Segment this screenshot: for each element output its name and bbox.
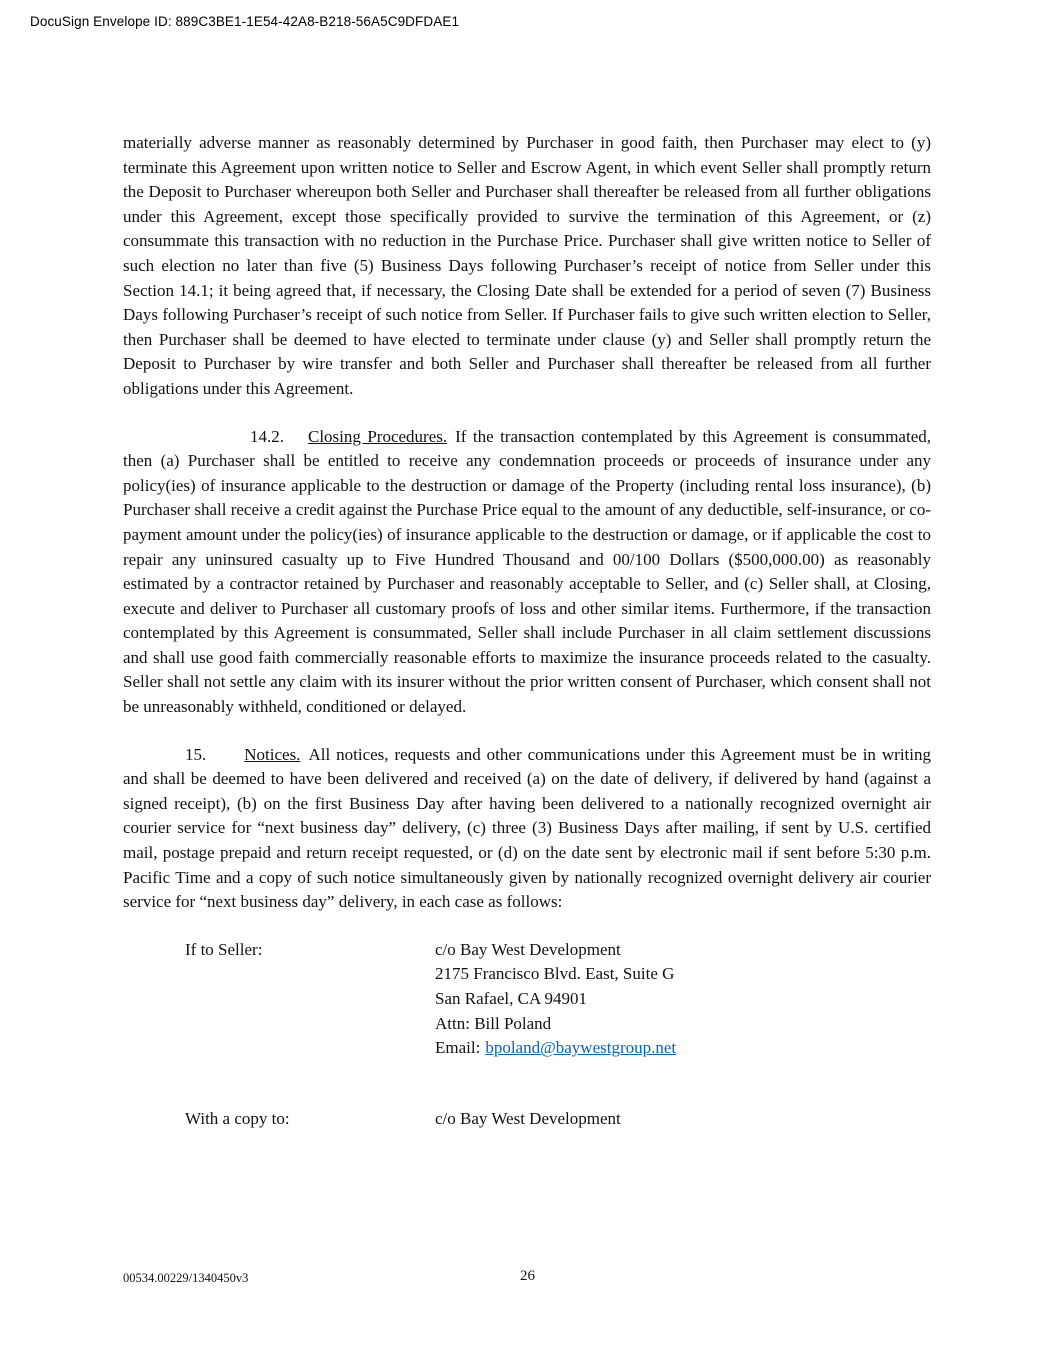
notice-seller (123, 938, 931, 1061)
notice-copy-to (123, 1107, 931, 1132)
address-line: c/o Bay West Development (435, 1108, 621, 1128)
notice-addresses (123, 938, 931, 1132)
section-15 (123, 743, 931, 915)
footer-doc-number: 00534.00229/1340450v3 (123, 1271, 249, 1285)
email-link[interactable]: bpoland@baywestgroup.net (485, 1038, 677, 1058)
notice-copy-to-label: With a copy to: (185, 1108, 290, 1128)
section-14-2-text: If the transaction contemplated by this Agreement is consummated, then (a) Purchaser shall be entitled to receive any condemnation proceeds or proceeds of insurance under any policy(ies) of insurance applicable to the destruction or damage of the Property (including rental loss insurance), (b) Purchaser shall receive a credit against the Purchase Price equal to the amount of any deductible, self-insurance, or co-payment amount under the policy(ies) of insurance applicable to the destruction or damage, or if applicable the cost to repair any uninsured casualty up to Five Hundred Thousand and 00/100 Dollars ($500,000.00) as reasonably estimated by a contractor retained by Purchaser and reasonably acceptable to Seller, and (c) Seller shall, at Closing, execute and deliver to Purchaser all customary proofs of loss and other similar items. Furthermore, if the transaction contemplated by this Agreement is consummated, Seller shall include Purchaser in all claim settlement discussions and shall use good faith commercially reasonable efforts to maximize the insurance proceeds related to the casualty. Seller shall not settle any claim with its insurer without the prior written consent of Purchaser, which consent shall not be unreasonably withheld, conditioned or delayed. (123, 426, 931, 717)
footer-page-number: 26 (520, 1268, 535, 1284)
section-15-number: 15. (185, 744, 207, 764)
address-email-line (435, 1036, 931, 1061)
notice-seller-label: If to Seller: (185, 939, 263, 959)
address-line: San Rafael, CA 94901 (435, 989, 588, 1008)
address-line: 2175 Francisco Blvd. East, Suite G (435, 964, 675, 984)
section-14-2-title: Closing Procedures. (308, 426, 448, 446)
docusign-envelope-id: DocuSign Envelope ID: 889C3BE1-1E54-42A8-B218-56A5C9DFDAE1 (30, 14, 460, 29)
section-14-2 (123, 425, 931, 720)
notice-copy-to-address (435, 1107, 931, 1132)
address-line: c/o Bay West Development (435, 939, 621, 959)
section-15-text: All notices, requests and other communications under this Agreement must be in writing and shall be deemed to have been delivered and received (a) on the date of delivery, if delivered by hand (against a signed receipt), (b) on the first Business Day after having been delivered to a nationally recognized overnight air courier service for “next business day” delivery, (c) three (3) Business Days after mailing, if sent by U.S. certified mail, postage prepaid and return receipt requested, or (d) on the date sent by electronic mail if sent before 5:30 p.m. Pacific Time and a copy of such notice simultaneously given by nationally recognized overnight delivery air courier service for “next business day” delivery, in each case as follows: (123, 744, 931, 912)
section-15-title: Notices. (244, 744, 301, 764)
document-body (123, 131, 931, 1131)
notice-seller-address (435, 938, 931, 1061)
address-line: Attn: Bill Poland (435, 1013, 552, 1033)
paragraph-14-1-continuation: materially adverse manner as reasonably determined by Purchaser in good faith, then Purchaser may elect to (y) terminate this Agreement upon written notice to Seller and Escrow Agent, in which event Seller shall promptly return the Deposit to Purchaser whereupon both Seller and Purchaser shall thereafter be released from all further obligations under this Agreement, except those specifically provided to survive the termination of this Agreement, or (z) consummate this transaction with no reduction in the Purchase Price. Purchaser shall give written notice to Seller of such election no later than five (5) Business Days following Purchaser’s receipt of notice from Seller under this Section 14.1; it being agreed that, if necessary, the Closing Date shall be extended for a period of seven (7) Business Days following Purchaser’s receipt of such notice from Seller. If Purchaser fails to give such written election to Seller, then Purchaser shall be deemed to have elected to terminate under clause (y) and Seller shall promptly return the Deposit to Purchaser by wire transfer and both Seller and Purchaser shall thereafter be released from all further obligations under this Agreement. (123, 133, 931, 398)
section-14-2-number: 14.2. (250, 426, 284, 446)
email-label: Email: (435, 1038, 481, 1058)
